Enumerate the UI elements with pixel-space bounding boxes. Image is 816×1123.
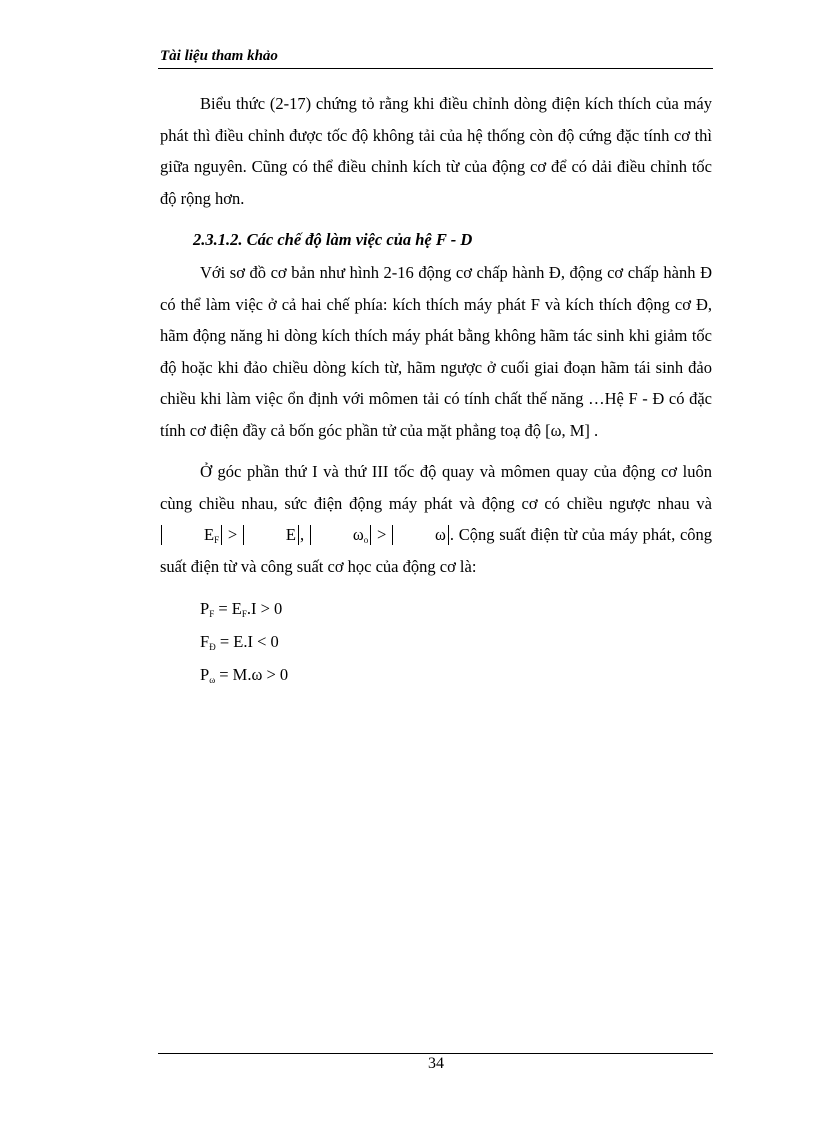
formula-pf: [160, 592, 712, 625]
e-symbol: E: [285, 525, 296, 544]
w-symbol: ω: [435, 525, 446, 544]
formula-pw-p: P: [200, 665, 210, 684]
page-body: [160, 88, 712, 691]
formula-fd-rest: = E.I < 0: [215, 632, 279, 651]
paragraph-3-end: . Cộng suất điện từ của máy phát, công suất điện từ và công suất cơ học của động cơ là:: [160, 525, 713, 576]
formula-pf-sub: F: [209, 609, 215, 619]
ef-symbol: E: [204, 525, 215, 544]
w0-symbol: ω: [352, 525, 364, 544]
paragraph-2: Với sơ đồ cơ bản như hình 2-16 động cơ chấp hành Đ, động cơ chấp hành Đ có thể làm việc ở cả hai chế phía: kích thích máy phát F và kích thích động cơ Đ, hãm động năng hi dòng kích thích máy phát bằng không hãm tác sinh khi giảm tốc độ hoặc khi đảo chiều dòng kích từ, hãm ngược ở cuối giai đoạn hãm tái sinh đảo chiều khi làm việc ổn định với mômen tải có tính chất thế năng …Hệ F - Đ có đặc tính cơ điện đầy cả bốn góc phần tử của mặt phẳng toạ độ [ω, M] .: [160, 263, 712, 440]
formula-pf-e: = E: [214, 599, 242, 618]
formula-pw: [160, 658, 712, 691]
formula-pf-rest: .I > 0: [246, 599, 283, 618]
formula-pw-sub: ω: [209, 675, 216, 685]
paragraph-3: [160, 456, 712, 582]
gt-2: >: [376, 525, 387, 544]
formula-fd-sub: Đ: [209, 642, 216, 652]
abs-e: [243, 525, 299, 545]
header-rule: [158, 68, 713, 69]
paragraph-1: Biểu thức (2-17) chứng tỏ rằng khi điều chỉnh dòng điện kích thích của máy phát thì điều chỉnh được tốc độ không tải của hệ thống còn độ cứng đặc tính cơ thì giữa nguyên. Cũng có thể điều chỉnh kích từ của động cơ để có dải điều chỉnh tốc độ rộng hơn.: [160, 94, 712, 208]
abs-ef: [161, 525, 222, 545]
page-number: 34: [428, 1055, 444, 1072]
w0-subscript: o: [363, 535, 369, 545]
formula-pf-p: P: [200, 599, 210, 618]
abs-w: [392, 525, 449, 545]
abs-w0: [310, 525, 371, 545]
paragraph-3-start: Ở góc phần thứ I và thứ III tốc độ quay và mômen quay của động cơ luôn cùng chiều nhau, sức điện động máy phát và động cơ có chiều ngược nhau và: [160, 462, 712, 513]
formula-pf-sub2: F: [241, 609, 247, 619]
comma: ,: [299, 525, 305, 544]
running-header: Tài liệu tham khảo: [160, 48, 278, 64]
formula-fd-f: F: [200, 632, 210, 651]
footer-rule: [158, 1053, 713, 1054]
formula-fd: [160, 625, 712, 658]
ef-subscript: F: [214, 535, 220, 545]
section-heading: 2.3.1.2. Các chế độ làm việc của hệ F - D: [193, 230, 473, 249]
gt-1: >: [227, 525, 238, 544]
formula-pw-rest: = M.ω > 0: [215, 665, 289, 684]
